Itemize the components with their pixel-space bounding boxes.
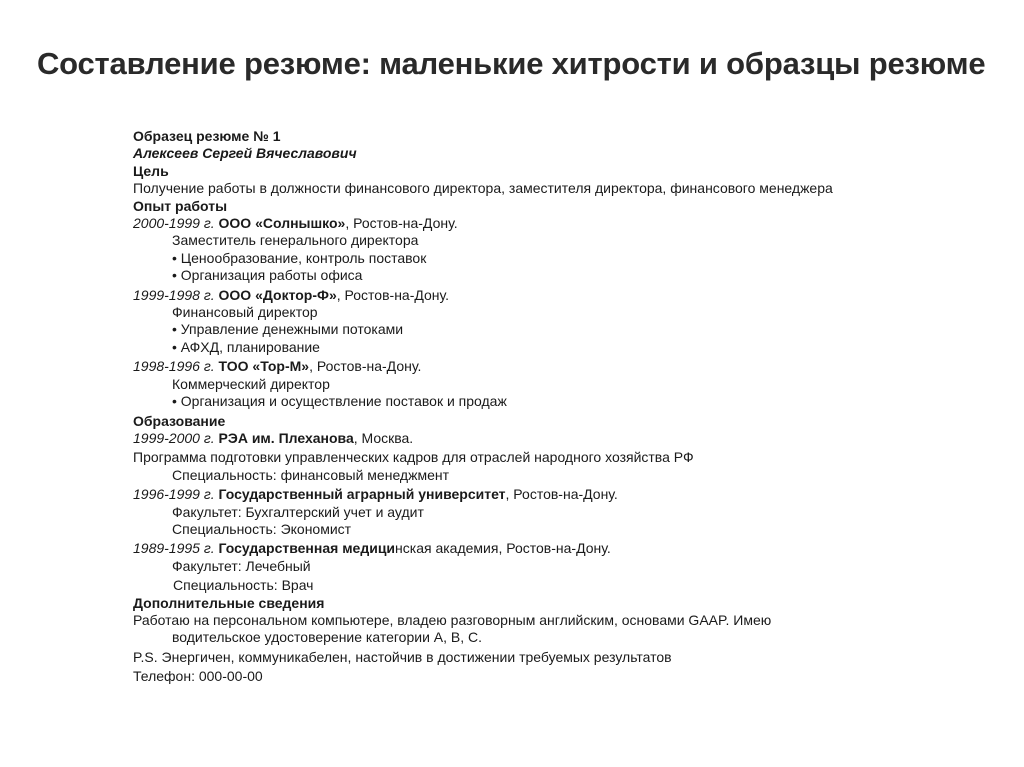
- education-faculty: Факультет: Лечебный: [172, 557, 311, 574]
- education-specialty: Специальность: Экономист: [172, 520, 352, 537]
- resume-header: Образец резюме № 1: [133, 128, 281, 144]
- experience-city: , Ростов-на-Дону.: [336, 286, 450, 303]
- experience-duty: • Ценообразование, контроль поставок: [172, 249, 427, 266]
- experience-period: 1999-1998 г.: [133, 286, 215, 303]
- education-period: 1989-1995 г.: [133, 540, 215, 557]
- experience-duty: • АФХД, планирование: [172, 338, 320, 355]
- resume-name: Алексеев Сергей Вячеславович: [133, 145, 357, 162]
- experience-company: ТОО «Тор-М»: [218, 358, 310, 375]
- education-location: , Москва.: [353, 429, 414, 446]
- education-institution: РЭА им. Плеханова: [218, 429, 354, 446]
- education-specialty: Специальность: финансовый менеджмент: [172, 466, 450, 483]
- education-location: нская академия, Ростов-на-Дону.: [395, 540, 611, 557]
- experience-position: Финансовый директор: [172, 304, 318, 321]
- education-institution: Государственный аграрный университет: [218, 486, 506, 503]
- experience-entry: [133, 287, 993, 304]
- slide-title: Составление резюме: маленькие хитрости и образцы резюме: [37, 46, 986, 81]
- education-period: 1996-1999 г.: [133, 486, 215, 503]
- additional-text-continued: водительское удостоверение категории А, В, С.: [172, 629, 483, 646]
- experience-duty: • Управление денежными потоками: [172, 321, 404, 338]
- experience-company: ООО «Доктор-Ф»: [218, 286, 337, 303]
- education-period: 1999-2000 г.: [133, 429, 215, 446]
- experience-city: , Ростов-на-Дону.: [345, 215, 458, 232]
- experience-period: 1998-1996 г.: [133, 358, 215, 375]
- experience-duty: • Организация и осуществление поставок и продаж: [172, 393, 507, 410]
- education-entry: [133, 430, 993, 447]
- experience-duty: • Организация работы офиса: [172, 267, 363, 284]
- additional-heading: Дополнительные сведения: [133, 594, 325, 611]
- education-location: , Ростов-на-Дону.: [505, 486, 618, 503]
- education-specialty: Специальность: Врач: [173, 577, 314, 594]
- education-heading: Образование: [133, 412, 226, 429]
- goal-text: Получение работы в должности финансового директора, заместителя директора, финансового менеджера: [133, 180, 833, 197]
- experience-position: Коммерческий директор: [172, 375, 330, 392]
- experience-entry: [133, 358, 993, 375]
- experience-position: Заместитель генерального директора: [172, 232, 419, 249]
- education-program: Программа подготовки управленческих кадров для отраслей народного хозяйства РФ: [133, 449, 694, 466]
- phone: Телефон: 000-00-00: [133, 668, 263, 685]
- additional-text: Работаю на персональном компьютере, владею разговорным английским, основами GAAP. Имею: [133, 611, 772, 628]
- experience-company: ООО «Солнышко»: [218, 215, 346, 232]
- education-faculty: Факультет: Бухгалтерский учет и аудит: [172, 503, 424, 520]
- experience-heading: Опыт работы: [133, 197, 228, 214]
- education-entry: [133, 540, 993, 557]
- education-entry: [133, 486, 993, 503]
- experience-city: , Ростов-на-Дону.: [309, 358, 422, 375]
- goal-heading: Цель: [133, 162, 169, 179]
- experience-entry: [133, 215, 993, 232]
- ps-note: P.S. Энергичен, коммуникабелен, настойчив в достижении требуемых результатов: [133, 648, 672, 665]
- experience-period: 2000-1999 г.: [133, 215, 215, 232]
- education-institution: Государственная медици: [218, 540, 396, 557]
- resume-document: [133, 128, 993, 686]
